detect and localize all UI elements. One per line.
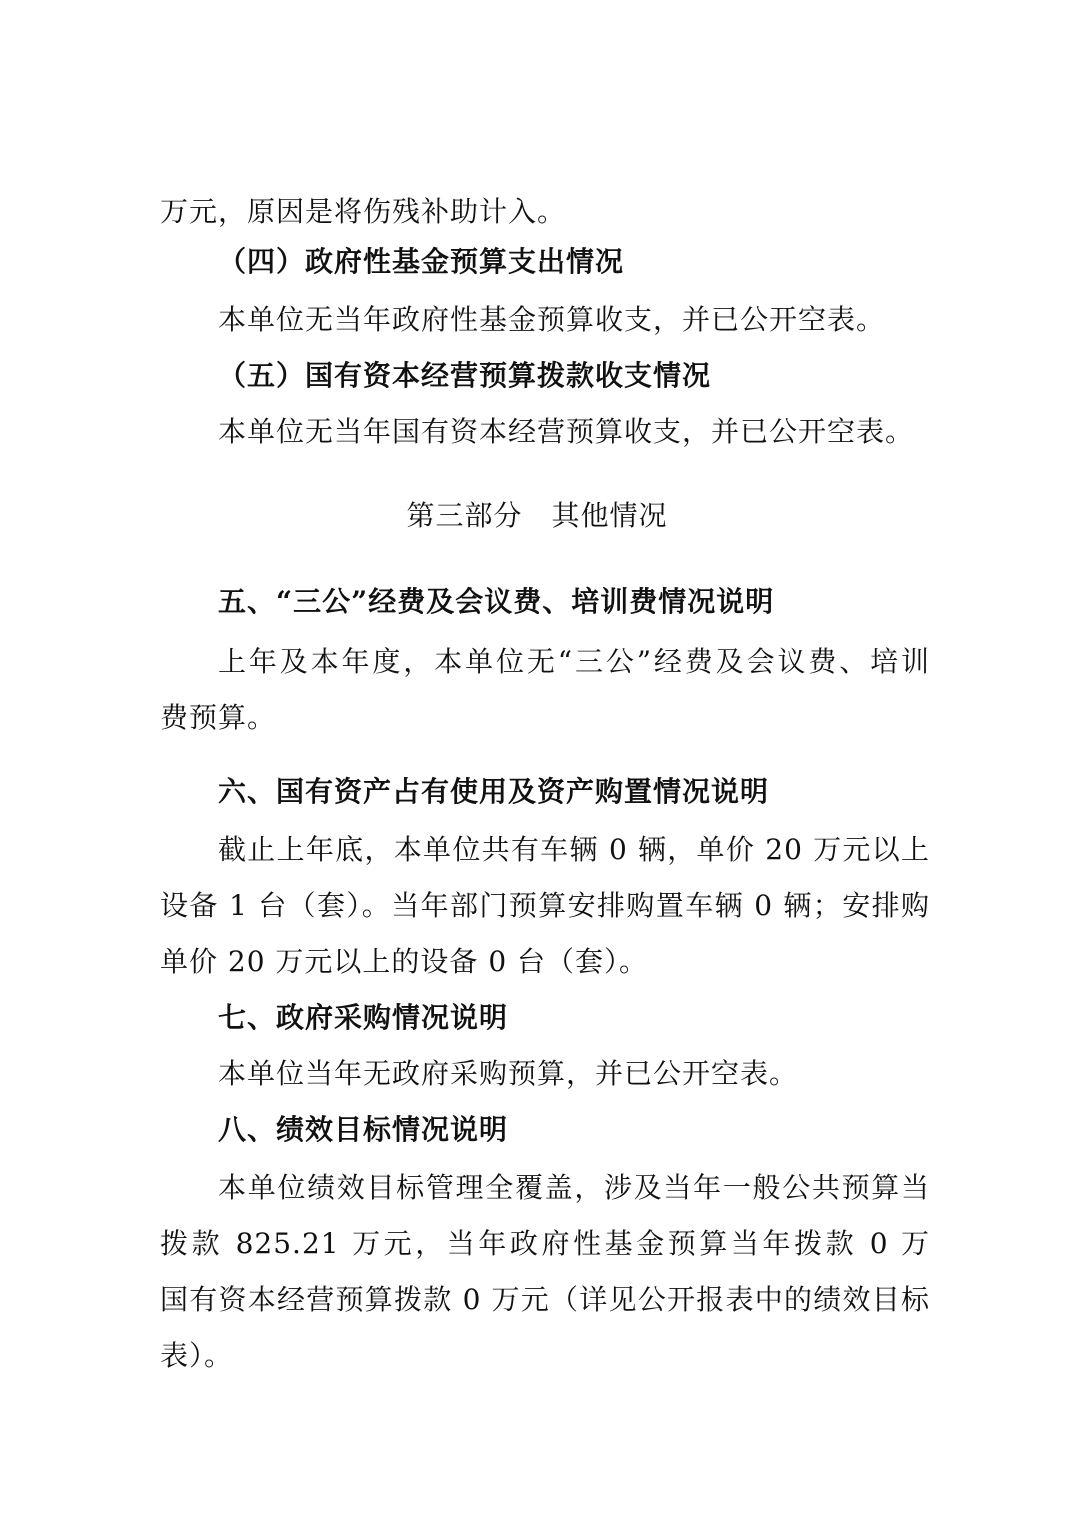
part-title: 第三部分 其他情况 <box>406 499 668 532</box>
heading-section-5: 五、“三公”经费及会议费、培训费情况说明 <box>218 585 775 618</box>
heading-section-6: 六、国有资产占有使用及资产购置情况说明 <box>218 775 770 808</box>
paragraph-government-fund: 本单位无当年政府性基金预算收支，并已公开空表。 <box>218 303 886 336</box>
paragraph-section-5-line-1: 上年及本年度，本单位无“三公”经费及会议费、培训 <box>218 645 930 678</box>
paragraph-section-8-line-2: 拨款 825.21 万元，当年政府性基金预算当年拨款 0 万 <box>160 1227 930 1260</box>
paragraph-section-6-line-1: 截止上年底，本单位共有车辆 0 辆，单价 20 万元以上 <box>218 833 930 866</box>
heading-section-8: 八、绩效目标情况说明 <box>218 1113 509 1146</box>
paragraph-section-8-line-3: 国有资本经营预算拨款 0 万元（详见公开报表中的绩效目标 <box>160 1283 930 1316</box>
paragraph-section-6-line-3: 单价 20 万元以上的设备 0 台（套）。 <box>160 945 649 978</box>
paragraph-section-8-line-4: 表）。 <box>160 1339 234 1372</box>
paragraph-continuation: 万元，原因是将伤残补助计入。 <box>160 195 567 228</box>
paragraph-section-7: 本单位当年无政府采购预算，并已公开空表。 <box>218 1057 799 1090</box>
heading-government-fund-budget: （四）政府性基金预算支出情况 <box>218 245 625 278</box>
heading-section-7: 七、政府采购情况说明 <box>218 1001 509 1034</box>
paragraph-section-5-line-2: 费预算。 <box>160 701 277 734</box>
paragraph-state-capital: 本单位无当年国有资本经营预算收支，并已公开空表。 <box>218 415 915 448</box>
paragraph-section-8-line-1: 本单位绩效目标管理全覆盖，涉及当年一般公共预算当 <box>218 1171 930 1204</box>
paragraph-section-6-line-2: 设备 1 台（套）。当年部门预算安排购置车辆 0 辆；安排购 <box>160 889 930 922</box>
heading-state-capital-budget: （五）国有资本经营预算拨款收支情况 <box>218 359 712 392</box>
